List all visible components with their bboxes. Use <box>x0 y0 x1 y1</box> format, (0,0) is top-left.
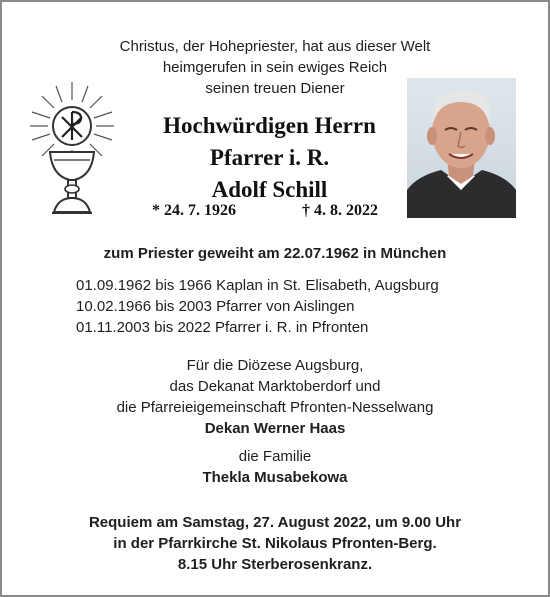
mourner-line: das Dekanat Marktoberdorf und <box>169 378 381 395</box>
requiem-line: in der Pfarrkirche St. Nikolaus Pfronten-Berg. <box>113 535 437 552</box>
family-block <box>2 446 548 488</box>
career-list <box>76 275 439 338</box>
family-label: die Familie <box>238 448 312 465</box>
birth-date: * 24. 7. 1926 <box>152 202 236 219</box>
mourner-line: Für die Diözese Augsburg, <box>186 357 364 374</box>
career-item: 10.02.1966 bis 2003 Pfarrer von Aislingen <box>76 298 355 315</box>
death-date: † 4. 8. 2022 <box>302 202 378 219</box>
ordination-line: zum Priester geweiht am 22.07.1962 in München <box>103 245 447 262</box>
intro-line: heimgerufen in sein ewiges Reich <box>162 59 388 76</box>
mourners-block <box>2 355 548 439</box>
requiem-line: 8.15 Uhr Sterberosenkranz. <box>177 556 373 573</box>
requiem-block <box>2 512 548 575</box>
deceased-name: Adolf Schill <box>211 177 328 202</box>
requiem-line: Requiem am Samstag, 27. August 2022, um 9.00 Uhr <box>88 514 462 531</box>
portrait-photo <box>407 78 516 218</box>
mourner-line: die Pfarreieigemeinschaft Pfronten-Nesselwang <box>116 399 434 416</box>
intro-line: seinen treuen Diener <box>205 80 345 97</box>
signatory: Dekan Werner Haas <box>204 420 346 437</box>
intro-line: Christus, der Hohepriester, hat aus dieser Welt <box>119 38 431 55</box>
family-name: Thekla Musabekowa <box>202 469 348 486</box>
career-item: 01.09.1962 bis 1966 Kaplan in St. Elisabeth, Augsburg <box>76 277 439 294</box>
deceased-name-block <box>152 110 387 206</box>
career-item: 01.11.2003 bis 2022 Pfarrer i. R. in Pfronten <box>76 319 369 336</box>
honorific: Hochwürdigen Herrn <box>163 113 376 138</box>
chalice-chi-rho-icon <box>28 80 116 218</box>
clerical-title: Pfarrer i. R. <box>209 145 330 170</box>
